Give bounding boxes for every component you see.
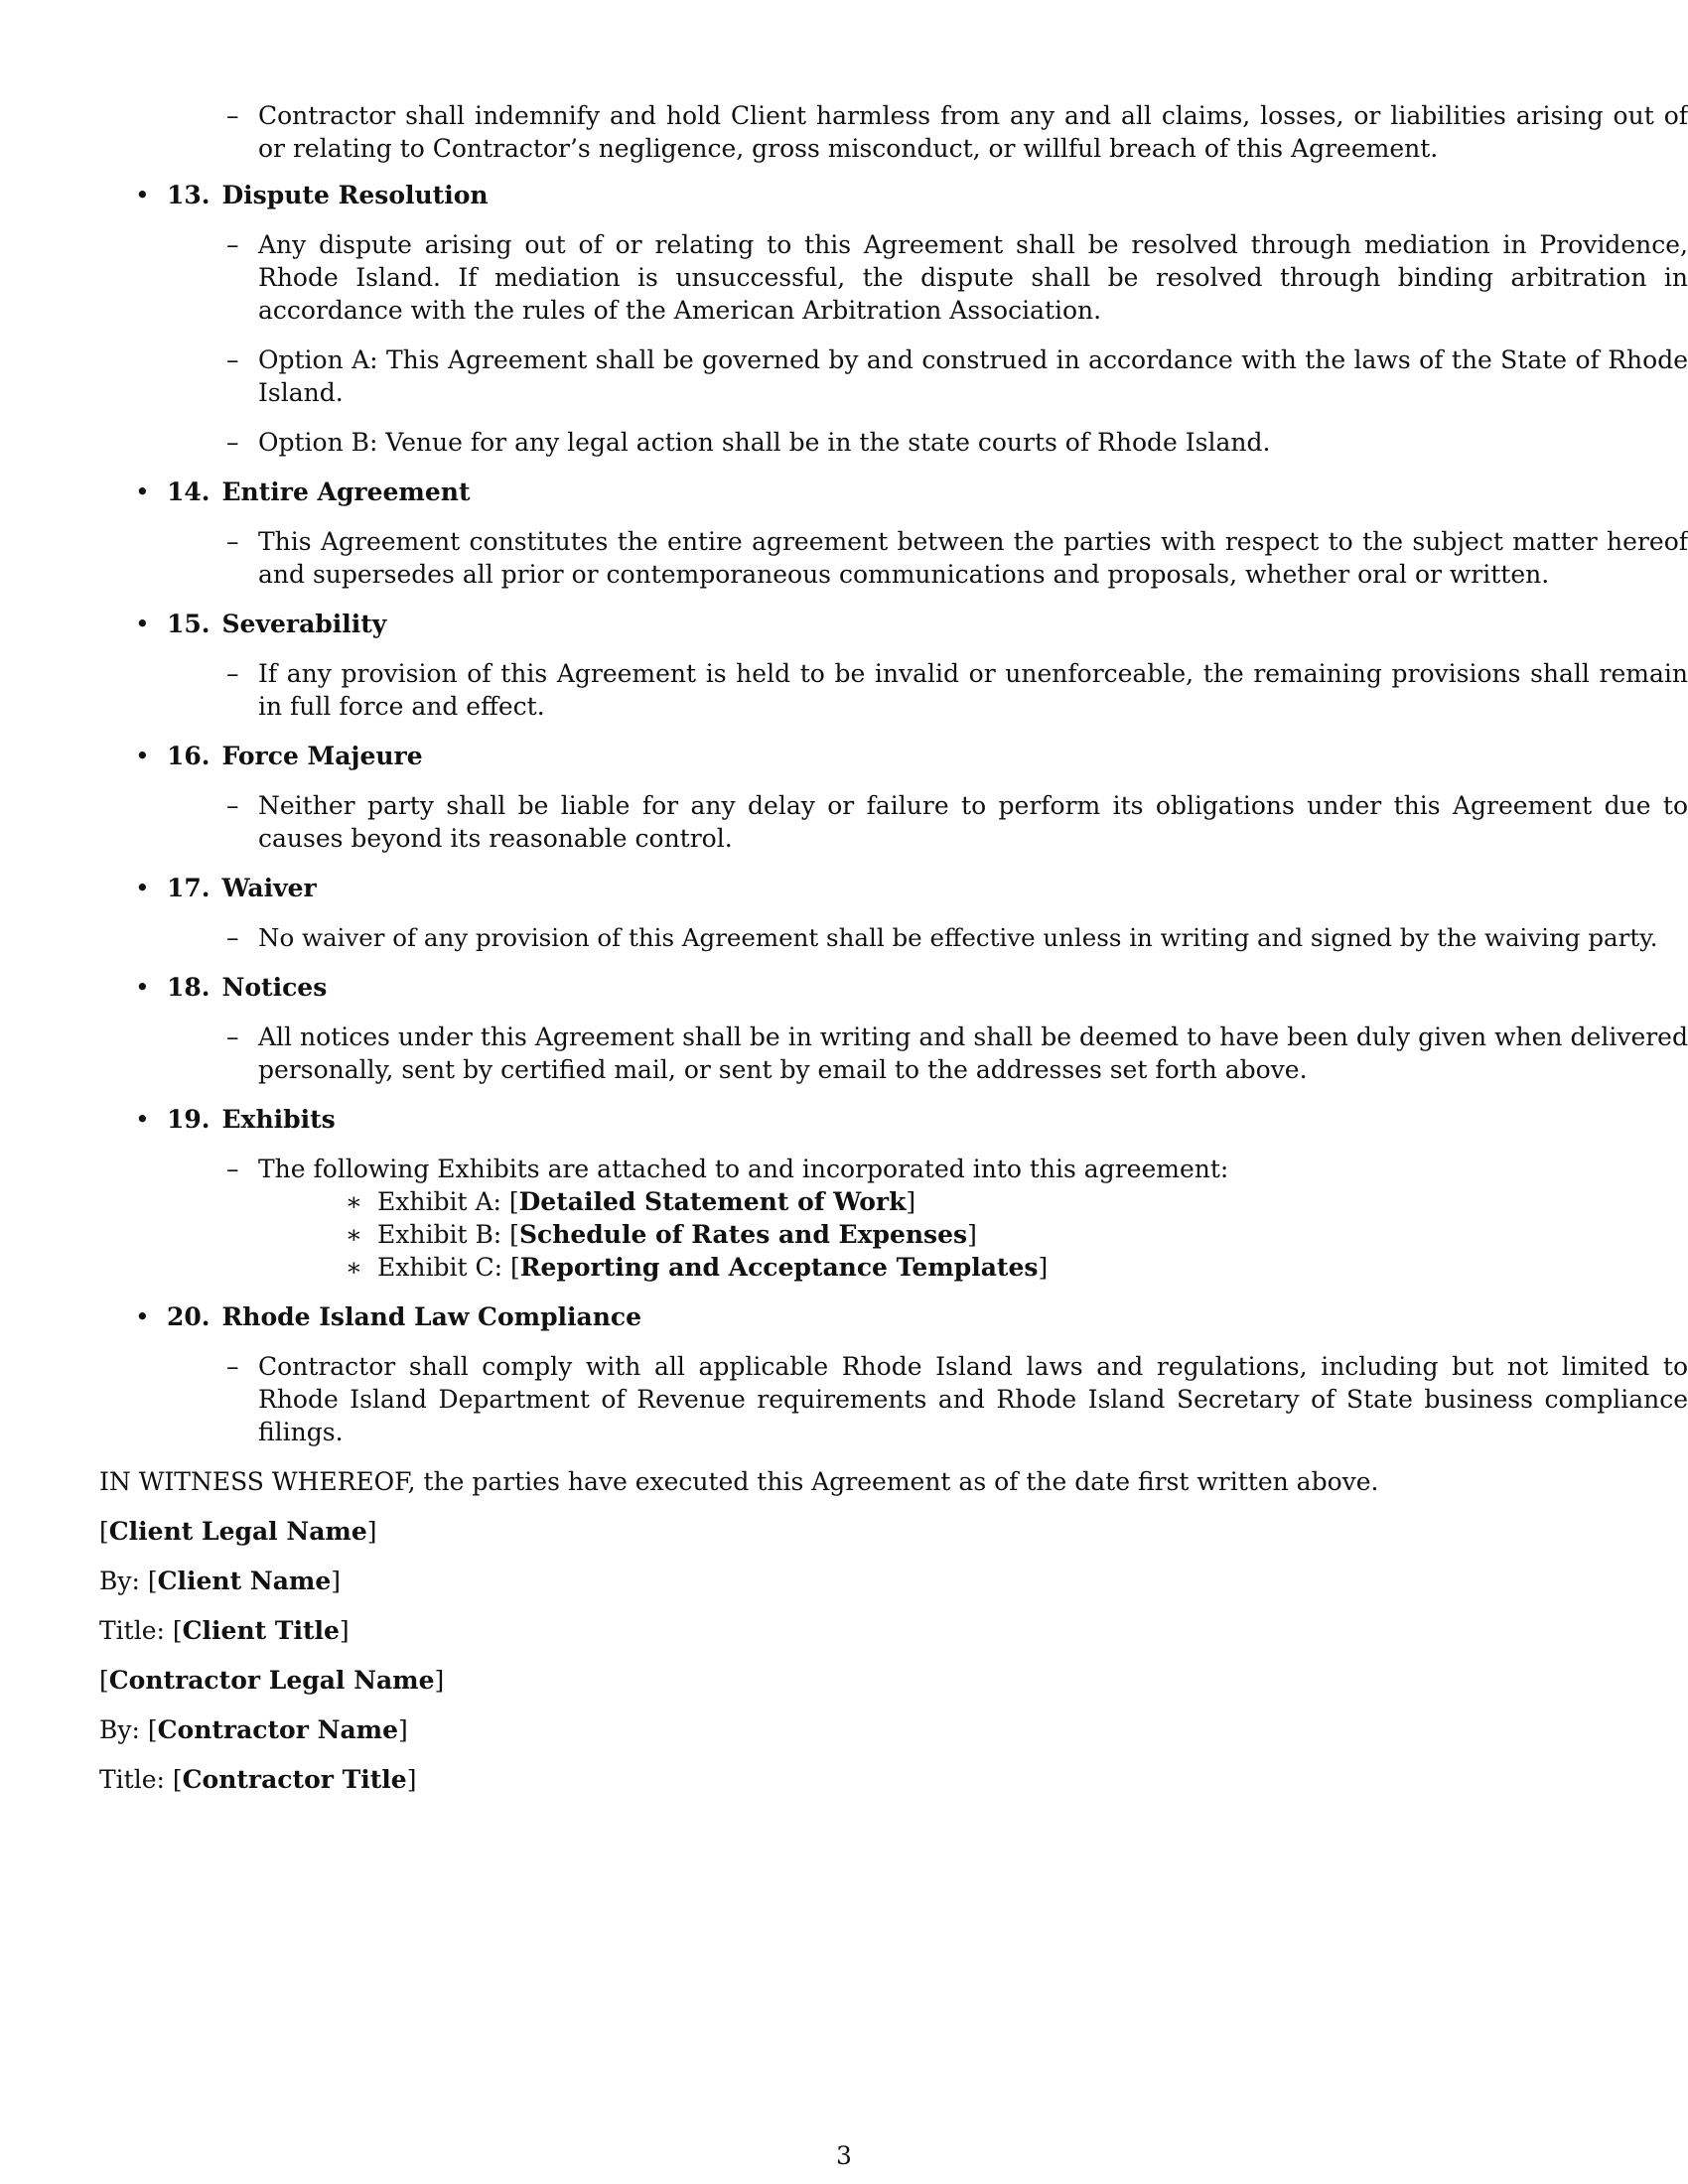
section-title: Waiver	[221, 874, 317, 902]
section-13-item-3	[99, 426, 1589, 459]
bullet-marker: •	[135, 478, 150, 506]
section-19-heading	[99, 1103, 1589, 1136]
section-title: Force Majeure	[221, 742, 423, 770]
section-title: Exhibits	[221, 1105, 336, 1134]
item-text: If any provision of this Agreement is held to be invalid or unenforceable, the remaining provisions shall remain in full force and effect.	[258, 659, 1688, 721]
document-page	[99, 99, 1688, 1796]
section-20-item-1	[99, 1350, 1688, 1448]
section-number: 17.	[167, 874, 211, 902]
contractor-by-line: By: [Contractor Name]	[99, 1715, 408, 1744]
bullet-marker: •	[135, 181, 150, 209]
contractor-legal-name: Contractor Legal Name	[108, 1666, 435, 1695]
section-number: 20.	[167, 1302, 211, 1331]
dash-marker: –	[226, 1352, 239, 1381]
dash-marker: –	[226, 428, 239, 457]
section-16-item-1	[99, 789, 1688, 855]
contractor-name: Contractor Name	[157, 1715, 399, 1744]
section-15-item-1	[99, 657, 1688, 723]
section-18-heading	[99, 971, 1589, 1004]
client-by-line: By: [Client Name]	[99, 1567, 342, 1595]
section-number: 19.	[167, 1105, 211, 1134]
section-14-heading	[99, 476, 1589, 508]
section-title: Notices	[221, 973, 328, 1002]
dash-marker: –	[226, 345, 239, 374]
section-number: 16.	[167, 742, 211, 770]
section-18-item-1	[99, 1021, 1688, 1086]
item-text: All notices under this Agreement shall be in writing and shall be deemed to have been duly given when delivered personally, sent by certified mail, or sent by email to the addresses set forth above.	[258, 1023, 1688, 1084]
title-label: Title:	[99, 1616, 165, 1645]
section-number: 13.	[167, 181, 211, 209]
section-title: Dispute Resolution	[221, 181, 489, 209]
bullet-marker: •	[135, 1302, 150, 1331]
contractor-title-line: Title: [Contractor Title]	[99, 1765, 417, 1794]
exhibit-value: Schedule of Rates and Expenses	[518, 1220, 968, 1249]
dash-marker: –	[226, 101, 239, 130]
item-text: This Agreement constitutes the entire agreement between the parties with respect to the subject matter hereof and supersedes all prior or contemporaneous communications and proposals, whether oral or written.	[258, 527, 1688, 589]
bullet-marker: •	[135, 874, 150, 902]
bullet-marker: •	[135, 742, 150, 770]
exhibit-c: ∗ Exhibit C: [Reporting and Acceptance Templates]	[346, 1253, 1049, 1282]
client-title: Client Title	[182, 1616, 340, 1645]
client-title-line: Title: [Client Title]	[99, 1616, 350, 1645]
bullet-marker: •	[135, 973, 150, 1002]
section-13-item-2	[99, 343, 1688, 409]
exhibit-label: Exhibit A:	[377, 1187, 501, 1216]
section-title: Entire Agreement	[221, 478, 471, 506]
item-text: No waiver of any provision of this Agreement shall be effective unless in writing and signed by the waiving party.	[258, 923, 1658, 952]
section-13-heading	[99, 179, 1589, 211]
item-text: The following Exhibits are attached to and incorporated into this agreement:	[258, 1155, 1229, 1183]
section-number: 14.	[167, 478, 211, 506]
section-17-item-1	[99, 921, 1658, 954]
page-number: 3	[836, 2141, 852, 2170]
exhibit-label: Exhibit B:	[377, 1220, 502, 1249]
bullet-marker: •	[135, 1105, 150, 1134]
section-title: Severability	[221, 610, 387, 638]
witness-statement: IN WITNESS WHEREOF, the parties have executed this Agreement as of the date first written above.	[99, 1467, 1379, 1496]
title-label: Title:	[99, 1765, 165, 1794]
client-legal-name: Client Legal Name	[108, 1517, 367, 1546]
exhibit-value: Reporting and Acceptance Templates	[519, 1253, 1039, 1282]
section-17-heading	[99, 872, 1589, 904]
section-16-heading	[99, 740, 1589, 772]
asterisk-marker: ∗	[346, 1253, 362, 1282]
item-text: Neither party shall be liable for any delay or failure to perform its obligations under this Agreement due to causes beyond its reasonable control.	[258, 791, 1688, 853]
item-text: Contractor shall comply with all applicable Rhode Island laws and regulations, including but not limited to Rhode Island Department of Revenue requirements and Rhode Island Secretary of State business compliance filings.	[258, 1352, 1688, 1446]
asterisk-marker: ∗	[346, 1220, 362, 1249]
section-20-heading	[99, 1300, 1589, 1333]
bullet-marker: •	[135, 610, 150, 638]
client-name: Client Name	[157, 1567, 332, 1595]
section-13-item-1	[99, 228, 1688, 327]
dash-marker: –	[226, 923, 239, 952]
dash-marker: –	[226, 791, 239, 820]
section-15-heading	[99, 608, 1589, 640]
item-text: Option B: Venue for any legal action shall be in the state courts of Rhode Island.	[258, 428, 1271, 457]
dash-marker: –	[226, 527, 239, 556]
client-legal-name-line: [Client Legal Name]	[99, 1517, 377, 1546]
contractor-legal-name-line: [Contractor Legal Name]	[99, 1666, 445, 1695]
exhibit-b: ∗ Exhibit B: [Schedule of Rates and Expenses]	[346, 1220, 977, 1249]
exhibit-label: Exhibit C:	[377, 1253, 502, 1282]
item-text: Option A: This Agreement shall be governed by and construed in accordance with the laws of the State of Rhode Island.	[258, 345, 1688, 407]
dash-marker: –	[226, 1155, 239, 1183]
exhibit-value: Detailed Statement of Work	[518, 1187, 907, 1216]
section-title: Rhode Island Law Compliance	[221, 1302, 642, 1331]
dash-marker: –	[226, 1023, 239, 1051]
by-label: By:	[99, 1567, 140, 1595]
item-text: Any dispute arising out of or relating to this Agreement shall be resolved through mediation in Providence, Rhode Island. If mediation is unsuccessful, the dispute shall be resolved through binding arbitration in accordance with the rules of the American Arbitration Association.	[258, 230, 1688, 325]
dash-marker: –	[226, 230, 239, 259]
exhibit-a: ∗ Exhibit A: [Detailed Statement of Work]	[346, 1187, 916, 1216]
by-label: By:	[99, 1715, 140, 1744]
intro-item-text: Contractor shall indemnify and hold Client harmless from any and all claims, losses, or liabilities arising out of or relating to Contractor’s negligence, gross misconduct, or willful breach of this Agreement.	[258, 101, 1688, 163]
section-number: 18.	[167, 973, 211, 1002]
section-19-item-1	[99, 1153, 1589, 1185]
dash-marker: –	[226, 659, 239, 688]
section-number: 15.	[167, 610, 211, 638]
asterisk-marker: ∗	[346, 1187, 362, 1216]
section-14-item-1	[99, 525, 1688, 591]
intro-item	[99, 99, 1688, 165]
contractor-title: Contractor Title	[182, 1765, 407, 1794]
